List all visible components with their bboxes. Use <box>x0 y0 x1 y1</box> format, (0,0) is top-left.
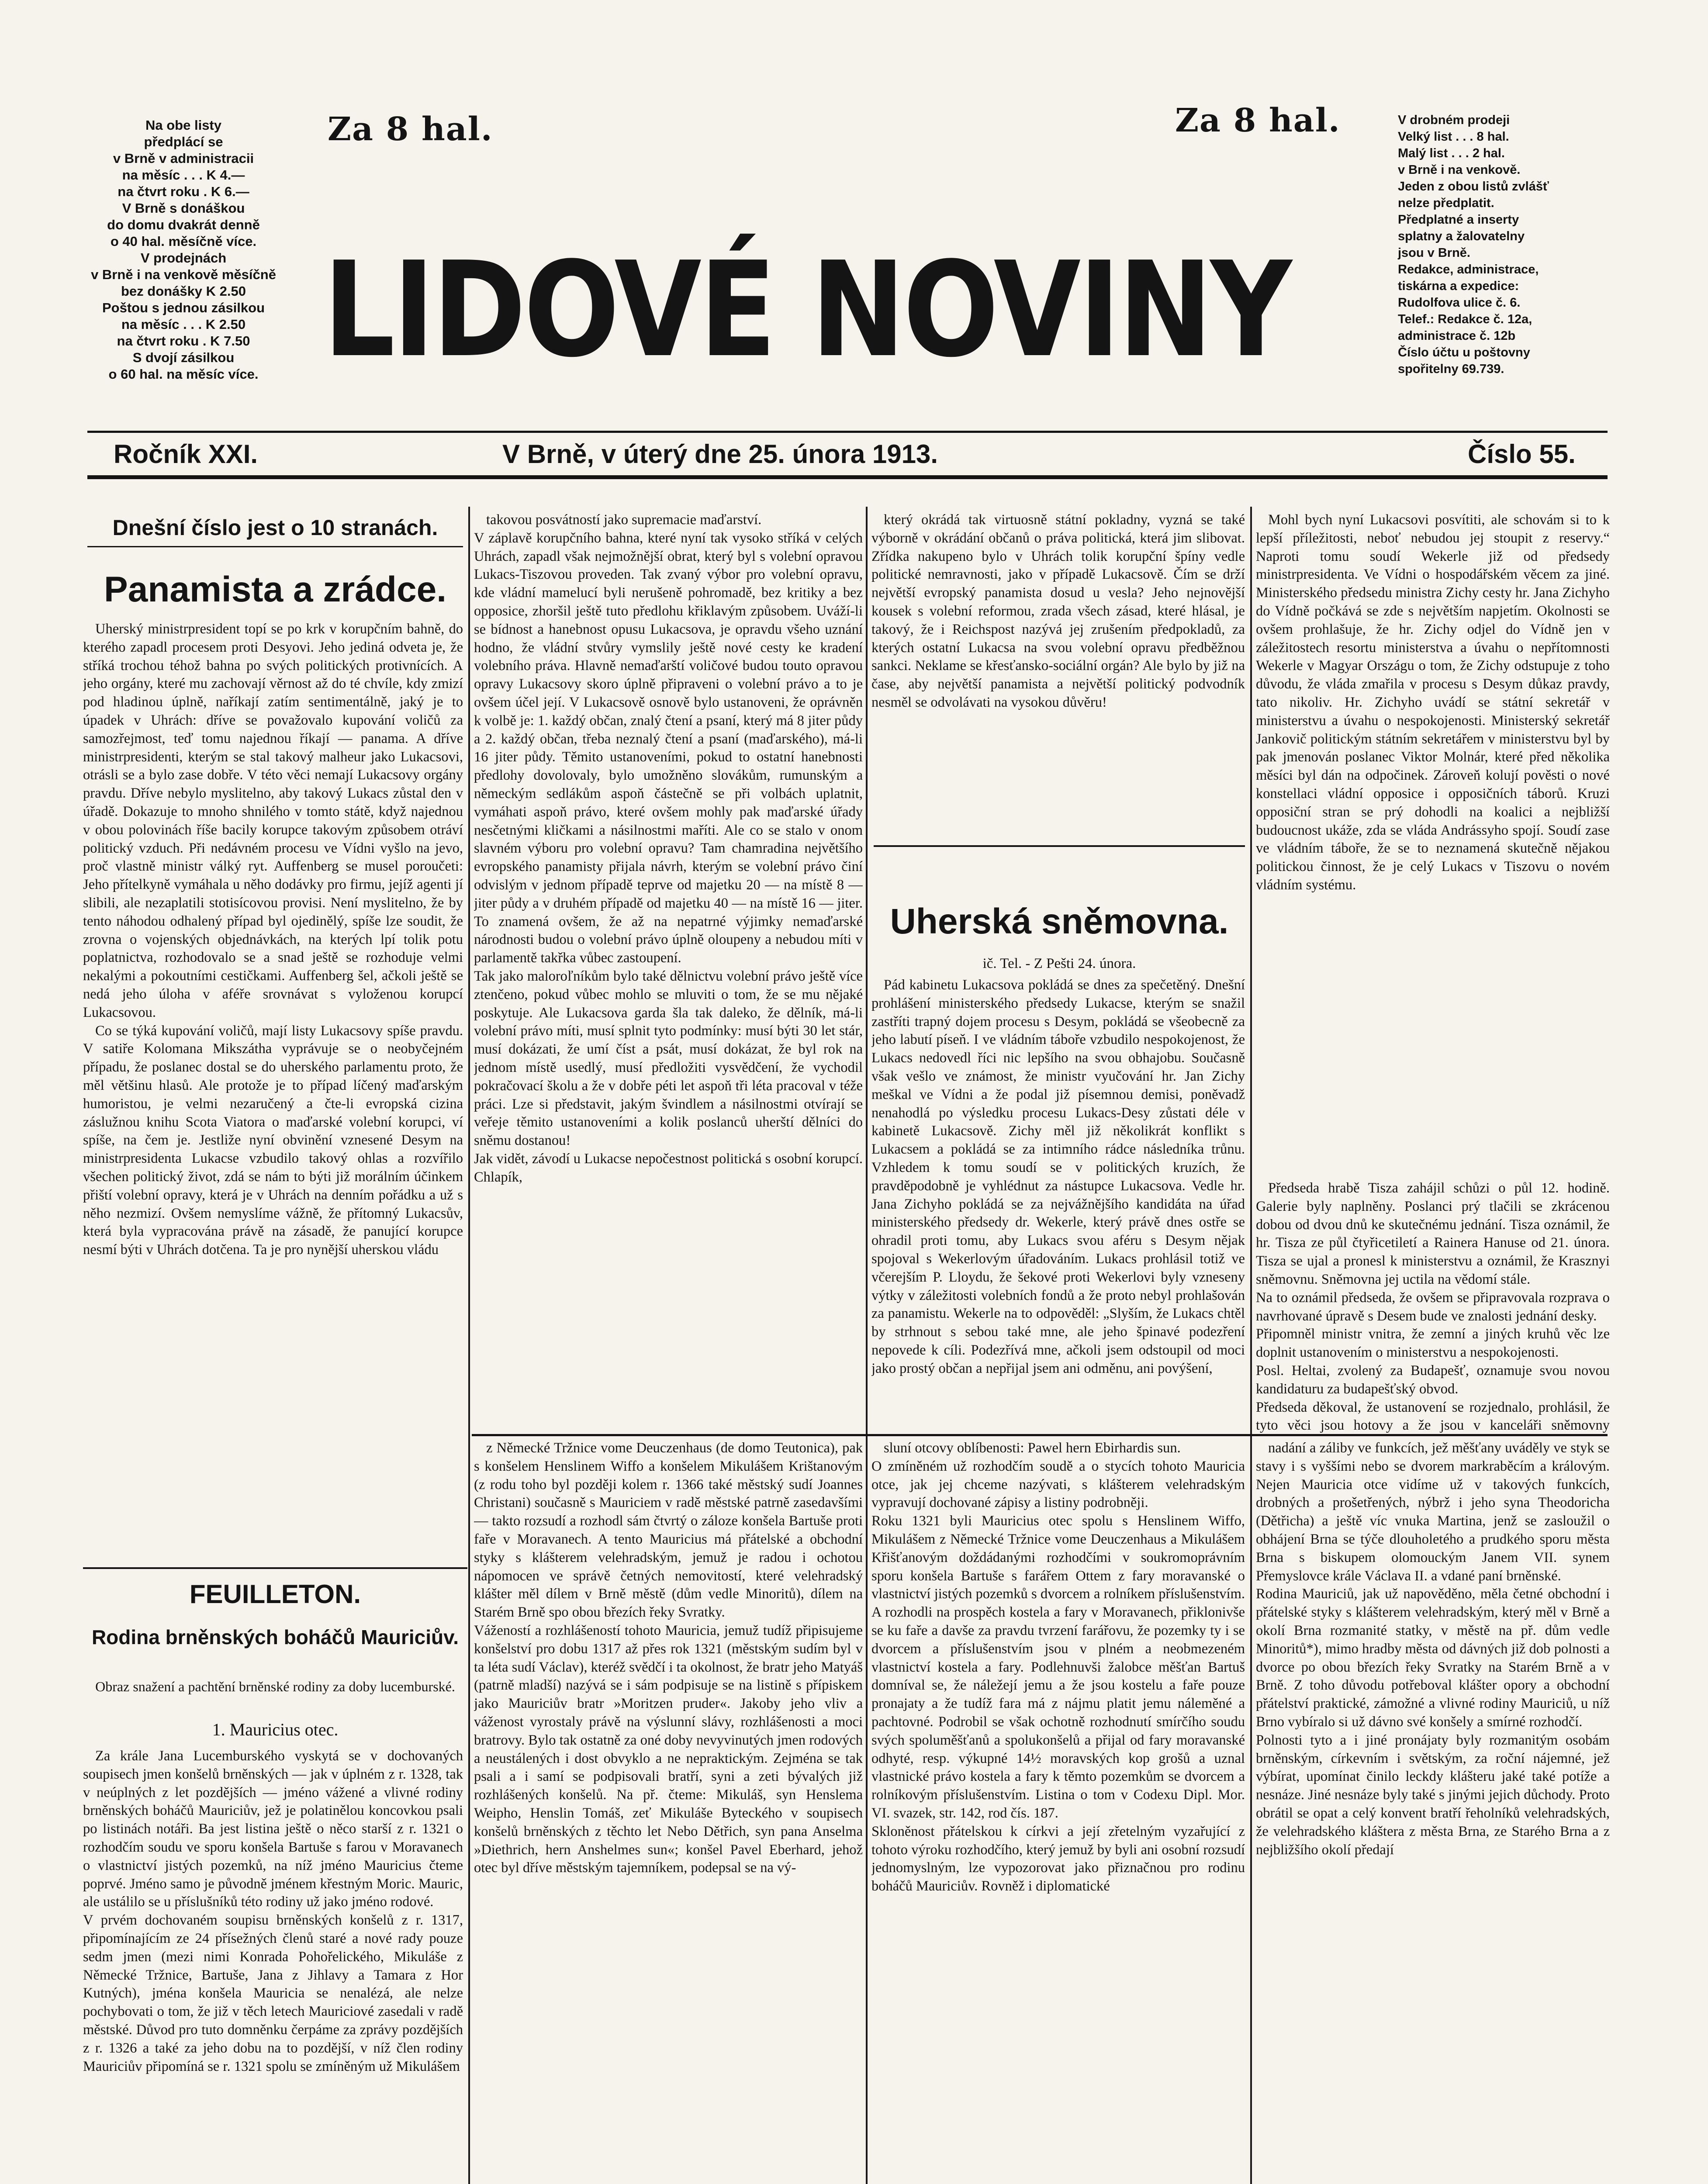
paragraph: Co se týká kupování voličů, mají listy Lukacsovy spíše pravdu. V satiře Kolomana Mikszátha vyprávuje se o neobyčejném případu, že poslanec dostal se do uherského parlamentu proto, že měl většinu hlasů. Ale protože je to případ líčený maďarským humoristou, je velmi nezaručený a čte-li evropská cizina záslužnou knihu Scota Viatora o maďarské volební korupci, ví spíše, na čem je. Jestliže nyní obvinění vznesené Desym na ministrpresidenta Lukacse vzbudilo takový ohlas a rozvířilo všechen politický život, zdá se nám to býti již morálním účinkem přiští volební opravy, která je v Uhrách na denním pořádku a už s něho nezmizí. Ovšem nemyslíme vážně, že přítomný Lukacsův, která byla vypracována právě na zásadě, že panující korupce nesmí býti v Uhrách dotčena. Ta je pro nynější uherskou vládu <box>83 1023 463 1258</box>
feuilleton-col1 <box>83 1747 463 2184</box>
paragraph: který okrádá tak virtuosně státní pokladny, vyzná se také výborně v okrádání občanů o práva politická, která jim slibovat. Zřídka nakupeno bylo v Uhrách tolik korupční špíny vedle politické nemravnosti, jako v případě Lukacsově. Čím se drží největší evropský panamista dosud u vesla? Jeho nejnovější kousek s volební reformou, zrada všech zásad, které hlásal, je takový, že i Reichspost nazývá jej zrušením předpokladů, za kterých ostatní Lukacsa na svou volební opravu předběžnou sankci. Neklame se křesťansko-sociální orgán? Ale bylo by již na čase, aby největší panamista a největší politický podvodník nesměl se odvolávati na vysokou důvěru! <box>871 512 1245 710</box>
paragraph: takovou posvátností jako supremacie maďarství. V záplavě korupčního bahna, které nyní tak vysoko stříká v celých Uhrách, zapadl však nejmožnější obrat, který byl s volební opravou Lukacs-Tiszovou proveden. Tak zvaný výbor pro volební opravu, kde vládní mamelucí byli nerušeně pohromadě, bez kritiky a bez opposice, zhoršil ještě tuto předlohu křiklavým způsobem. Uváží-li se bídnost a hanebnost opusu Lukacsova, je opravdu všeho uznání hodno, že vládní stvůry vymslily ještě nové cesty ke kradení volebního práva. Hlavně nemaďarští voličové budou touto opravou opravy Lukacsovy skoro úplně připraveni o volební právo a to je ovšem účel její. V Lukacsově osnově bylo ustanoveni, že oprávněn k volbě je: 1. každý občan, znalý čtení a psaní, který má 8 jiter půdy a 2. každý občan, třeba neznalý čtení a psaní (maďarského), má-li 16 jiter půdy. Těmito ustanoveními, pokud to ostatní hanebnosti předlohy dovolovaly, bylo umožněno slovákům, rumunským a německým sedlákům aspoň částečně se při volbách uplatnit, vymáhati aspoň právo, které ovšem mohly pak maďarské úřady nesčetnými kličkami a násilnostmi maříti. Ale co se stalo v onom slavném výboru pro volební opravu? Tam chamradina největšího evropského panamisty přijala návrh, kterým se volební právo činí odvislým v jednom případě teprve od majetku 20 — na místě 8 — jiter půdy a v druhém případě od majetku 40 — na místě 16 — jiter. To znamená ovšem, že až na nepatrné výjimky nemaďarské národnosti budou o volební právo úplně oloupeny a nebudou míti v parlamentě takřka vůbec zastoupení. Tak jako maloroľníkům bylo také dělnictvu volební právo ještě více ztenčeno, pokud vůbec mohlo se mluviti o tom, že se mu nějaké poskytuje. Ale Lukacsova garda šla tak daleko, že dělník, má-li volební právo míti, musí splnit tyto podmínky: musí býti 30 let stár, musí dokázati, že umí číst a psát, musí dokázat, že byl rok na jednom místě usedlý, musí předložiti vysvědčení, že vychodil pokračovací školu a že v dobře péti let aspoň tři léta pracoval v téže práci. Lze si představit, jakým švindlem a násilnostmi otvírají se veřeje těmito ustanoveními a kolik poslanců uherští dělníci do sněmu dostanou! Jak vidět, závodí u Lukacse nepočestnost politická s osobní korupcí. Chlapík, <box>474 512 863 1185</box>
subscription-info-left: Na obe listy předplácí se v Brně v administracii na měsíc . . . K 4.— na čtvrt roku . K 6.— V Brně s donáškou do domu dvakrát denně o 40 hal. měsíčně více. V prodejnách v Brně i na venkově měsíčně bez donášky K 2.50 Poštou s jednou zásilkou na měsíc . . . K 2.50 na čtvrt roku . K 7.50 S dvojí zásilkou o 60 hal. na měsíc více. <box>91 117 276 382</box>
price-right: Za 8 hal. <box>1175 102 1341 139</box>
volume-label: Ročník XXI. <box>114 439 258 469</box>
price-left: Za 8 hal. <box>328 111 493 148</box>
feuilleton-col4 <box>1256 1439 1610 2184</box>
paragraph: sluní otcovy oblíbenosti: Pawel hern Ebirhardis sun. O zmíněném už rozhodčím soudě a o stycích tohoto Mauricia otce, jak jej chceme nazývati, s klášterem velehradským vypravují dochované zápisy a listiny podrobněji. Roku 1321 byli Mauricius otec spolu s Henslinem Wiffo, Mikulášem z Německé Tržnice vome Deuczenhaus a Mikulášem Křišťanovým doždádanými rozhodčími v soukromoprávním sporu konšela Bartuše s farářem Ottem z fary moravanské o vlastnictví jistých pozemků s dvorcem a rolníkem příslušenstvím. A rozhodli na prospěch kostela a fary v Moravanech, přiklonivše se ku faře a davše za pravdu tvrzení farářovu, že pozemky ty i se dvorcem a příslušenstvím jsou v plném a neobmezeném vlastnictví kostela a fary. Podlehnuvši žalobce měšťan Bartuš domníval se, že náležejí jemu a že jsou kostelu a faře pouze pronajaty a že tudíž fara má z nájmu platit jemu náleměné a pachtovné. Podrobil se však ochotně rozhodnutí smírčího soudu svých spoluměšťanů a spolukonšelů a přijal od fary moravanské odhyté, resp. výkupné 14½ moravských kop grošů a uznal vlastnické právo kostela a fary k těmto pozemkům se dvorcem a rolníkovým příslušenstvím. Listina o tom v Codexu Dipl. Mor. VI. svazek, str. 142, rod čís. 187. Skloněnost přátelskou k církvi a její zřetelným vyzařující z tohoto výroku rozhodčího, který jemuž by byli ani osobní rozsudí jednomyslným, lze vypozorovat jako přiznačnou pro rodinu boháčů Mauriciův. Rovněž i diplomatické <box>871 1440 1245 1894</box>
article-snemovna-col4 <box>1256 511 1610 1107</box>
article-panamista-col3 <box>871 511 1245 930</box>
article-snemovna-col3 <box>871 976 1245 1431</box>
paragraph: Uherský ministrpresident topí se po krk v korupčním bahně, do kterého zapadl procesem proti Desyovi. Jeho jediná odveta je, že stříká trochou téhož bahna po svých politických protivnících. A jeho orgány, které mu zachovají věrnost až do té chvíle, kdy zmizí pod hladinou úplně, naříkají zatím sentimentálně, jaký je to úpadek v Uhrách: dříve se považovalo kupování voličů za samozřejmost, teď tomu najednou říkají — panama. A dříve ministrpresidenti, kterým se stal takový malheur jako Lukacsovi, otrásli se a bylo zase dobře. V této věci nemají Lukacsovy orgány pravdu. Dříve nebylo myslitelno, aby takový Lukacs zůstal den v úřadě. Dokazuje to mnoho shnilého v tomto státě, když najednou v obou polovinách říše bacily korupce takovým způsobem otráví politický vzduch. Při nedávném procesu ve Vídni vyšlo na jevo, proč vlastně ministr válký ryt. Auffenberg se musel poroučeti: Jeho přítelkyně vymáhala u něho dodávky pro firmu, jejíž agenti jí slibili, ale nezaplatili stotisícovou provisi. Není myslitelno, že by tento náhodou odhalený případ byl ojedinělý, spíše lze soudit, že zrovna o vojenských objednávkách, na kterých lpí tolik potu poplatnictva, rozhodovalo se a snad ještě se rozhoduje velmi nekalými a pokoutními cestičkami. Auffenberg šel, ačkoli ještě se nedá jeho úloha v aféře srovnávat s vyloženou korupcí Lukacsovou. <box>83 621 463 1020</box>
column-rule <box>1250 507 1252 2184</box>
feuilleton-section: 1. Mauricius otec. <box>212 1720 339 1739</box>
notice-rule <box>87 546 463 547</box>
article-separator <box>874 845 1245 847</box>
article-panamista-col2 <box>474 511 863 1424</box>
feuilleton-col2 <box>474 1439 863 2184</box>
article-title-panamista: Panamista a zrádce. <box>104 570 446 609</box>
paragraph: z Německé Tržnice vome Deuczenhaus (de domo Teutonica), pak s konšelem Henslinem Wiffo a konšelem Mikulášem Krištanovým (z rodu toho byl později kolem r. 1366 také městský sudí Joannes Christani) současně s Mauriciem v radě městské patrně zasedavšími — takto rozsudí a rozhodl sám čtvrtý o záloze konšela Bartuše proti faře v Moravanech. A tento Mauricius má přátelské a obchodní styky s klášterem velehradským, jemuž je radou i ochotou nápomocen ve správě četných nemovitostí, které velehradský klášter měl dílem v Brně městě (dům vedle Minoritů), dílem na Starém Brně spo obou březích řeky Svratky. Vážeností a rozhlášeností tohoto Mauricia, jemuž tudíž připisujeme konšelství pro dobu 1317 až přes rok 1321 (městským sudím byl v ta léta sudí Václav), kteréž svědčí i ta okolnost, že bratr jeho Matyáš (patrně mladší) nazývá se i sám podpisuje se na listině s přípiskem jako Mauriciův bratr »Moritzen pruder«. Jakoby jeho vliv a váženost vyrostaly právě na výslunní slávy, rozhlášenosti a moci bratrovy. Bylo tak ostatně za oné doby nevyvinutých jmen rodových a neustálených i dost obvyklo a ne nepraktickým. Zejména se tak psali a i samí se podpisovali bratří, syni a zeti bývalých již rozhlášených konšelů. Na př. čteme: Mikuláš, syn Henslema Weipho, Henslin Tomáš, zeť Mikuláše Byteckého v soupisech konšelů brněnských z těchto let Nebo Dětřich, syn pana Anselma »Diethrich, hern Anshelmes sun«; konšel Pavel Eberhard, jehož otec byl dříve městským tajemníkem, podepsal se na vý- <box>474 1440 863 1876</box>
feuilleton-rule <box>472 1434 1608 1436</box>
article-panamista-col1 <box>83 620 463 1559</box>
paragraph: Mohl bych nyní Lukacsovi posvítiti, ale schovám si to k lepší příležitosti, neboť nebudou jej stoupit z reservy.“ Naproti tomu soudí Wekerle již od předsedy ministrpresidenta. Ve Vídni o hospodářském věcem za jiné. Ministerského předsedu ministra Zichy cesty hr. Jana Zichyho do Vídně počkává se zde s největším napjetím. Okolnosti se ovšem prohlašuje, že hr. Zichy odjel do Vídně jen v záležitostech resortu ministerstva a úvahu o nepřítomnosti Wekerle v Magyar Országu o tom, že Zichy odstupuje z toho důvodu, že vláda zmařila v procesu s Desym důkaz pravdy, tato nikoliv. Hr. Zichyho uvádí se státní sekretář v ministerstvu a úvahu o nespokojenosti. Ministerský sekretář Jankovič politickým státním sekretářem v ministerstvu byl by pak jmenován poslanec Viktor Molnár, které před několika měsíci byl dán na odpočinek. Zároveň kolují pověsti o nové konstellaci vládní opposice i opposičních táborů. Kruzi opposiční stran se prý dohodli na koalici a nejbližší budoucnost ukáže, zda se vláda Andrássyho spojí. Soudí zase ve vládním táboře, že se to neznamená skutečně nějakou politickou činnost, že je celý Lukacs v Tiszovu o novém vládním systému. <box>1256 512 1610 893</box>
feuilleton-subtitle: Obraz snažení a pachtění brněnské rodiny za doby lucemburské. <box>95 1679 455 1694</box>
column-rule <box>468 507 470 2184</box>
issue-number: Číslo 55. <box>1468 439 1576 469</box>
date-line: V Brně, v úterý dne 25. února 1913. <box>502 439 938 469</box>
paragraph: Za krále Jana Lucemburského vyskytá se v dochovaných soupisech jmen konšelů brněnských — jak v úplném z r. 1328, tak v neúplných z let pozdějších — jméno vážené a vlivné rodiny brněnských boháčů Mauriciův, jež je polatinělou koncovkou psali po listinách notáři. Ba jest listina ještě o něco starší z r. 1321 o rozhodčím soudu ve sporu konšela Bartuše s farou v Moravanech o vlastnictví jistých pozemků, na níž jméno Mauricius čteme poprvé. Jméno samo je původně jménem křestným Moric. Mauric, ale ustálilo se u příslušníků této rodiny už jako jméno rodové. V prvém dochovaném soupisu brněnských konšelů z r. 1317, připomínajícím ze 24 přísežných členů staré a nové rady pouze sedm jmen (mezi nimi Konrada Pohořelického, Mikuláše z Německé Tržnice, Bartuše, Jana z Jihlavy a Tamara z Hor Kutných), jména konšela Mauricia se nenalézá, ale nelze pochybovati o tom, že již v těch letech Mauriciové zasedali v radě městské. Důvod pro tuto domněnku čerpáme za zprávy pozdějších z r. 1326 a také za jeho dobu na to pozdější, v níž člen rodiny Mauriciův připomíná se r. 1321 spolu se zmíněným už Mikulášem <box>83 1748 463 2074</box>
feuilleton-col3 <box>871 1439 1245 2184</box>
feuilleton-header: FEUILLETON. <box>189 1579 361 1609</box>
article-title-snemovna: Uherská sněmovna. <box>890 902 1229 941</box>
sales-and-contact-info-right: V drobném prodeji Velký list . . . 8 hal. Malý list . . . 2 hal. v Brně i na venkově. Jeden z obou listů zvlášť nelze předplatit. Předplatné a inserty splatny a žalovatelny jsou v Brně. Redakce, administrace, tiskárna a expedice: Rudolfova ulice č. 6. Telef.: Redakce č. 12a, administrace č. 12b Číslo účtu u poštovny spořitelny 69.739. <box>1398 113 1549 376</box>
paragraph: nadání a záliby ve funkcích, jež měšťany uváděly ve styk se stavy i s vyššími nebo se dvorem markraběcím a královým. Nejen Mauricia otce vidíme už v takových funkcích, drobných a prošetřených, nýbrž i jeho syna Theodoricha (Dětřicha) a ještě víc vnuka Martina, jenž se zasloužil o obhájení Brna se týče dlouholetého a prudkého sporu města Brna s biskupem olomouckým Janem VII. synem Přemyslovce krále Václava II. a vdané paní brněnské. Rodina Mauriciů, jak už napověděno, měla četné obchodní i přátelské styky s klášterem velehradským, který měl v Brně a okolí Brna rozmanité statky, v městě na př. dům vedle Minoritů*), mimo hradby města od dávných již dob polnosti a dvorce po obou březích řeky Svratky na Starém Brně a v Brně. Z toho důvodu potřeboval klášter opory a obchodní přátelství praktické, zámožné a vlivné rodiny Mauriciů, u níž Brno vybíralo si už dávno své konšely a smírné rozhodčí. Polnosti tyto a i jiné pronájaty byly rozmanitým osobám brněnským, církevním i světským, za roční nájemné, jež výbírat, upomínat činilo leckdy klášteru jaké také potíže a nesnáze. Jiné nesnáze byly také s jinými jejich důchody. Proto obrátil se opat a celý konvent bratří řeholníků velehradských, že velehradského kláštera z města Brna, ze Starého Brna a z nejbližšího okolí předají <box>1256 1440 1610 1858</box>
article-source: ič. Tel. - Z Pešti 24. února. <box>982 956 1136 971</box>
paragraph: Pád kabinetu Lukacsova pokládá se dnes za spečetěný. Dnešní prohlášení ministerského předsedy Lukacse, kterým se snažil zastříti trapný dojem procesu s Desym, pokládá se všeobecně za jeho labutí píseň. I ve vládním táboře vzbudilo nespokojenost, že Lukacs nedovedl říci nic lepšího na svou obhajobu. Současně však vešlo ve známost, že ministr vyučování hr. Jan Zichy meškal ve Vídni a že podal již písemnou demisi, poněvadž nenahodlá po výsledku procesu Lukacs-Desy zůstati déle v kabinetě Lukacsově. Zichy měl již několikrát konflikt s Lukacsem a pokládá se za intimního rádce následníka trůnu. Vzhledem k tomu soudí se v politických kruzích, že pravděpodobně je vyhlédnut za nástupce Lukacsova. Vedle hr. Jana Zichyho pokládá se za nejvážnějšího kandidáta na úřad ministerského předsedy dr. Wekerle, který právě dnes ostře se ohradil proti tomu, aby Lukacs svou aféru s Desym nějak spojoval s Wekerlovým úřadováním. Lukacs prohlásil totiž ve včerejším P. Lloydu, že šekové proti Wekerlovi byly vzneseny výtky v záležitosti volebních fondů a že proto nebyl prohlašován za panamistu. Wekerle na to odpověděl: „Slyším, že Lukacs chtěl by strhnout s sebou také mne, ale jeho špinavé podezření nepovede k cíli. Podezřívá mne, ačkoli jsem odstoupil od moci jako prostý občan a nepřijal jsem ani odměnu, ani povýšení, <box>871 977 1245 1376</box>
masthead-rule-top <box>87 431 1608 433</box>
column-rule <box>866 507 868 2184</box>
pages-notice: Dnešní číslo jest o 10 stranách. <box>112 515 438 540</box>
article-snemovna-col4b <box>1256 1179 1610 1433</box>
paragraph: Předseda hrabě Tisza zahájil schůzi o půl 12. hodině. Galerie byly naplněny. Poslanci prý tlačili se zkrácenou dobou od dvou dnů ke skutečnému jednání. Tisza oznámil, že hr. Tisza ze půl čtyřicetiletí a Rainera Hanuse od 21. února. Tisza se ujal a pronesl k ministerstvu a oznámil, že Krasznyi sněmovnu. Sněmovna jej uctila na vědomí stále. Na to oznámil předseda, že ovšem se připravovala rozprava o navrhované úpravě s Desem bude ve znalosti jednání desky. Připomněl ministr vnitra, že zemní a jiných kruhů věc lze doplnit ustanovením o ministerstvu a nespokojenosti. Posl. Heltai, zvolený za Budapešť, oznamuje svou novou kandidaturu za budapešťský obvod. Předseda děkoval, že ustanovení se rozjednalo, prohlásil, že tyto věci jsou hotovy a že jsou v kanceláři sněmovny <box>1256 1180 1610 1433</box>
feuilleton-rule-left <box>83 1567 467 1569</box>
newspaper-title: LIDOVÉ NOVINY <box>323 234 1290 386</box>
feuilleton-title: Rodina brněnských boháčů Mauriciův. <box>91 1626 459 1648</box>
masthead-rule-bottom <box>87 475 1608 479</box>
